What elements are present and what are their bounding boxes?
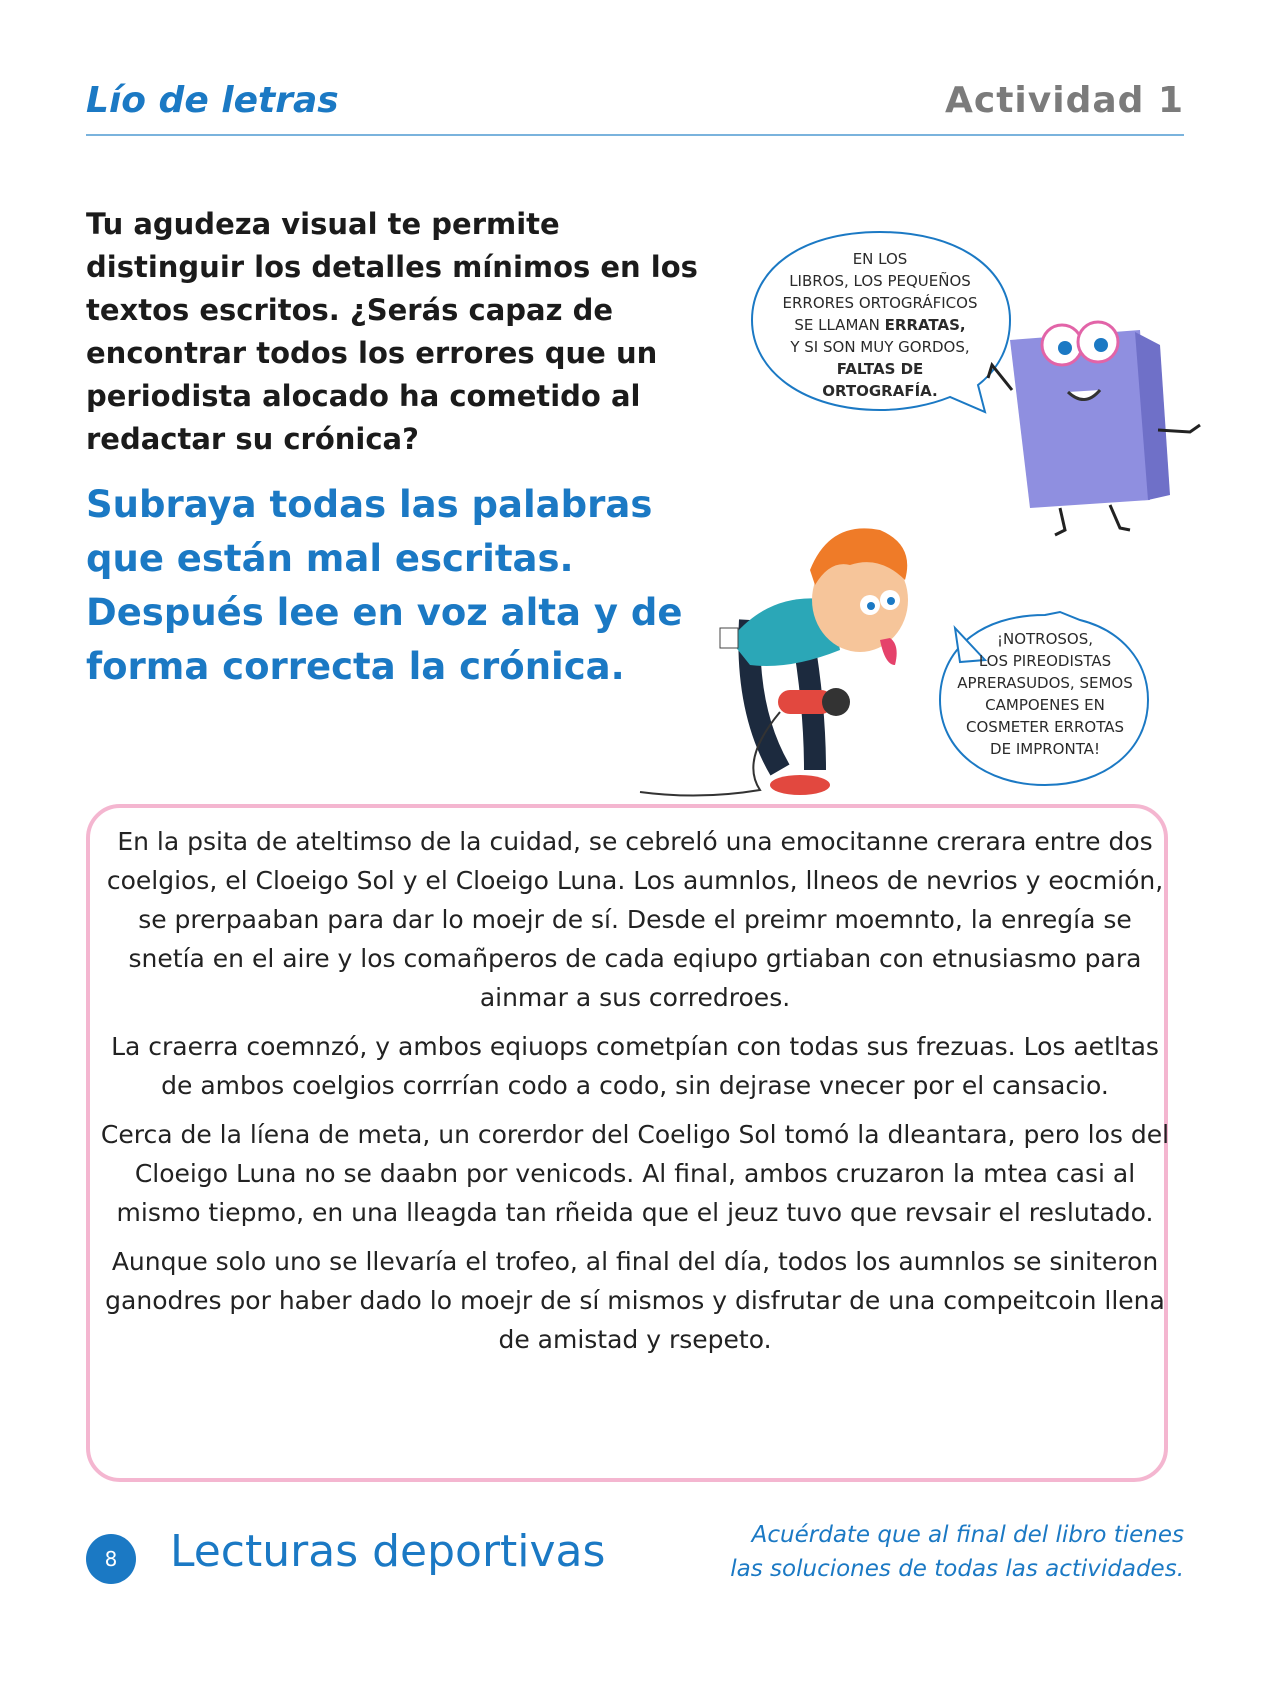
story-paragraph: En la psita de ateltimso de la cuidad, se cebreló una emocitanne crerara entre dos coelgios, el Cloeigo Sol y el Cloeigo Luna. Los aumnlos, llneos de nevrios y eocmión, se prerpaaban para dar lo moejr de sí. Desde el preimr moemnto, la enregía se snetía en el aire y los comañperos de cada eqiupo grtiaban con etnusiasmo para ainmar a sus corredroes. xyxy=(106,827,1164,1012)
section-title: Lío de letras xyxy=(86,80,339,121)
bubble-line: ¡NOTROSOS, xyxy=(996,630,1094,648)
bubble-line xyxy=(755,314,1005,336)
story-text xyxy=(100,822,1170,1369)
bubble-line: DE IMPRONTA! xyxy=(990,740,1100,758)
story-paragraph: Cerca de la líena de meta, un corerdor del Coeligo Sol tomó la dleantara, pero los del Cloeigo Luna no se daabn por venicods. Al final, ambos cruzaron la mtea casi al mismo tiepmo, en una lleagda tan rñeida que el jeuz tuvo que revsair el reslutado. xyxy=(100,1120,1170,1227)
activity-label: Actividad 1 xyxy=(945,80,1184,121)
reporter-boy-illustration xyxy=(640,528,908,795)
speech-text-book xyxy=(755,248,1005,402)
bubble-highlight: FALTAS DE xyxy=(836,360,924,378)
bubble-line xyxy=(755,358,1005,380)
bubble-line: LOS PIREODISTAS xyxy=(978,652,1112,670)
bubble-highlight: ORTOGRAFÍA. xyxy=(822,382,938,400)
instruction-text: Subraya todas las palabras que están mal escritas. Después lee en voz alta y de forma correcta la crónica. xyxy=(86,483,683,688)
bubble-line: LIBROS, LOS PEQUEÑOS xyxy=(789,272,971,290)
bubble-line: ERRORES ORTOGRÁFICOS xyxy=(782,294,978,312)
bubble-line-text: SE LLAMAN xyxy=(794,316,885,334)
note-line: las soluciones de todas las actividades. xyxy=(730,1556,1184,1582)
intro-text: Tu agudeza visual te permite distinguir los detalles mínimos en los textos escritos. ¿Serás capaz de encontrar todos los errores que un periodista alocado ha cometido al redactar su crónica? xyxy=(86,207,698,456)
page-number: 8 xyxy=(86,1534,136,1584)
book-title: Lecturas deportivas xyxy=(170,1526,606,1577)
speech-text-reporter xyxy=(940,628,1150,760)
solutions-note xyxy=(730,1518,1184,1586)
bubble-line xyxy=(755,380,1005,402)
story-paragraph: Aunque solo uno se llevaría el trofeo, al final del día, todos los aumnlos se siniteron ganodres por haber dado lo moejr de sí mismos y disfrutar de una compeitcoin llena de amistad y rsepeto. xyxy=(105,1247,1165,1354)
bubble-line: Y SI SON MUY GORDOS, xyxy=(790,338,970,356)
bubble-line: APRERASUDOS, SEMOS xyxy=(957,674,1133,692)
book-character-illustration xyxy=(988,322,1200,535)
bubble-line: EN LOS xyxy=(852,250,908,268)
bubble-line: COSMETER ERROTAS xyxy=(966,718,1124,736)
bubble-line: CAMPOENES EN xyxy=(985,696,1105,714)
bubble-highlight: ERRATAS, xyxy=(884,316,966,334)
note-line: Acuérdate que al final del libro tienes xyxy=(751,1522,1184,1548)
story-paragraph: La craerra coemnzó, y ambos eqiuops cometpían con todas sus frezuas. Los aetltas de ambos coelgios corrrían codo a codo, sin dejrase vnecer por el cansacio. xyxy=(111,1032,1159,1100)
